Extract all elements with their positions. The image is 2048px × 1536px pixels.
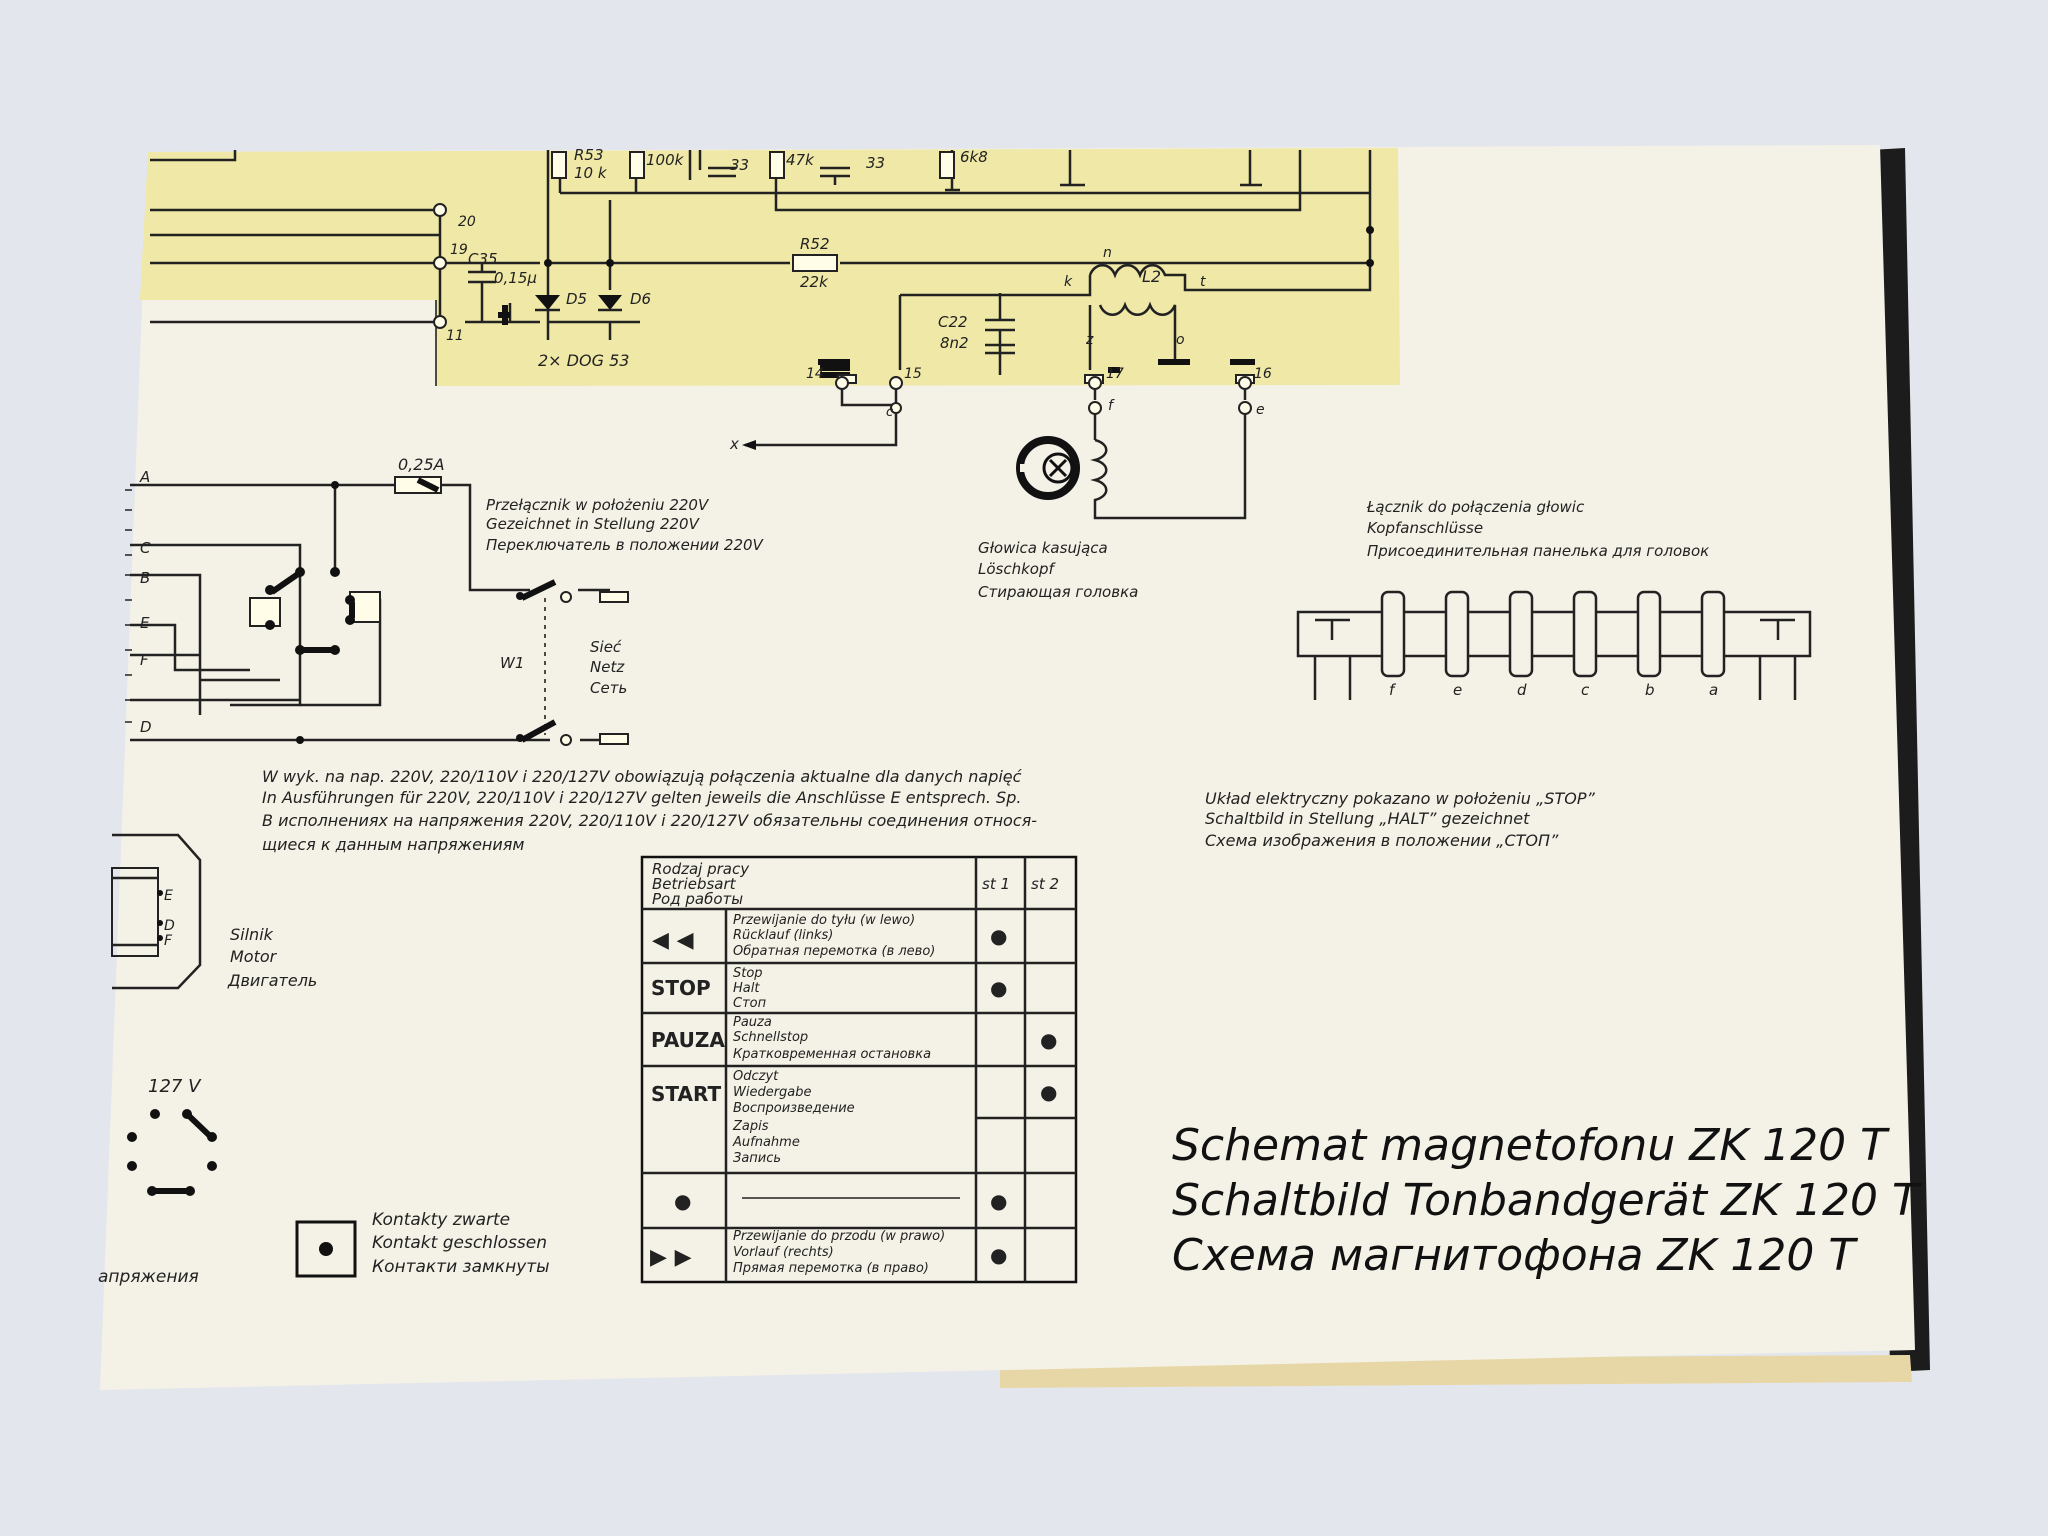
table-header-de: Betriebsart [652, 875, 736, 893]
label-diodes: 2× DOG 53 [538, 351, 630, 370]
row-start-pl: Odczyt [733, 1069, 779, 1084]
erase-head-ru: Стирающая головка [978, 583, 1139, 601]
label-127v: 127 V [148, 1076, 201, 1097]
label-r100k: 100k [646, 151, 684, 169]
row-forward-symbol: ▶ ▶ [650, 1245, 692, 1270]
title-de: Schaltbild Tonbandgerät ZK 120 T [1172, 1175, 1919, 1226]
head-pin-e: e [1256, 402, 1265, 418]
label-c33a: 33 [730, 156, 750, 174]
row-stop-st1: ● [990, 976, 1008, 1000]
motor-pin-d: D [164, 918, 175, 934]
head-pin-f: f [1108, 398, 1113, 414]
pin-14: 14 [806, 366, 824, 382]
motor-pin-f: F [164, 933, 173, 949]
title-pl: Schemat magnetofonu ZK 120 T [1172, 1120, 1888, 1171]
pin-11: 11 [446, 328, 464, 344]
connector-e: e [1453, 681, 1463, 699]
label-d6: D6 [630, 290, 652, 308]
label-r6k8: 6k8 [960, 148, 988, 166]
switch-note-de: Gezeichnet in Stellung 220V [486, 515, 699, 533]
label-r52-val: 22k [800, 273, 828, 291]
row-start-de: Wiedergabe [733, 1085, 812, 1100]
row-rewind-ru: Обратная перемотка (в лево) [733, 944, 936, 959]
row-pause-de: Schnellstop [733, 1030, 809, 1045]
label-c22: C22 [938, 313, 968, 331]
connector-a: a [1709, 681, 1719, 699]
motor-label-pl: Silnik [230, 925, 273, 944]
connector-title-pl: Łącznik do połączenia głowic [1367, 498, 1585, 516]
connector-d: d [1517, 681, 1527, 699]
row-stop-pl: Stop [733, 966, 763, 981]
voltage-note-ru-cont: щиеся к данным напряжениям [262, 835, 525, 854]
row-forward-pl: Przewijanie do przodu (w prawo) [733, 1229, 946, 1244]
row-rewind-pl: Przewijanie do tyłu (w lewo) [733, 913, 916, 928]
motor-label-ru: Двигатель [228, 971, 318, 990]
connector-f: f [1389, 681, 1395, 699]
pin-17: 17 [1106, 366, 1124, 382]
pin-15: 15 [904, 366, 922, 382]
connector-c: c [1581, 681, 1590, 699]
connector-b: b [1645, 681, 1655, 699]
table-header-ru: Род работы [652, 890, 744, 908]
row-dot-symbol: ● [674, 1189, 692, 1213]
row-start-ru: Воспроизведение [733, 1101, 855, 1116]
label-l2-n: n [1103, 245, 1112, 261]
voltage-note-ru: В исполнениях на напряжения 220V, 220/110V i 220/127V обязательны соединения относя- [262, 811, 1038, 830]
row-start-st2: ● [1040, 1080, 1058, 1104]
label-r52: R52 [800, 235, 830, 253]
line-e: E [140, 614, 150, 632]
title-ru: Схема магнитофона ZK 120 T [1172, 1230, 1856, 1281]
row-pause-pl: Pauza [733, 1015, 772, 1030]
row-rewind-de: Rücklauf (links) [733, 928, 834, 943]
label-l2-z: z [1086, 332, 1094, 348]
head-pin-c: c [886, 405, 894, 420]
connector-title-de: Kopfanschlüsse [1367, 519, 1484, 537]
stop-note-pl: Układ elektryczny pokazano w położeniu „STOP” [1205, 789, 1595, 808]
line-d: D [140, 718, 152, 736]
stop-note-ru: Схема изображения в положении „СТОП” [1205, 831, 1559, 850]
row-stop-ru: Стоп [733, 996, 767, 1011]
pin-19: 19 [450, 242, 468, 258]
label-l2-o: o [1176, 332, 1185, 348]
row-stop-de: Halt [733, 981, 760, 996]
legend-de: Kontakt geschlossen [372, 1233, 548, 1253]
label-l2: L2 [1142, 267, 1162, 286]
legend-pl: Kontakty zwarte [372, 1210, 511, 1230]
label-l2-t: t [1200, 274, 1206, 290]
mains-pl: Sieć [590, 638, 622, 656]
table-header-pl: Rodzaj pracy [652, 860, 750, 878]
row-forward-de: Vorlauf (rechts) [733, 1245, 834, 1260]
table-col-st1: st 1 [982, 875, 1011, 893]
label-c33b: 33 [866, 154, 886, 172]
line-b: B [140, 569, 151, 587]
mains-ru: Сеть [590, 679, 628, 697]
label-r53: R53 [574, 146, 604, 164]
row-stop-symbol: STOP [651, 976, 711, 1000]
motor-label-de: Motor [230, 947, 277, 966]
label-voltage-fragment: апряжения [98, 1267, 199, 1287]
table-col-st2: st 2 [1031, 875, 1060, 893]
label-c35-val: 0,15μ [494, 269, 537, 287]
row-pause-symbol: PAUZA [651, 1028, 725, 1052]
label-c22-val: 8n2 [940, 334, 969, 352]
stop-note-de: Schaltbild in Stellung „HALT” gezeichnet [1205, 809, 1530, 828]
label-d5: D5 [566, 290, 588, 308]
erase-head-de: Löschkopf [978, 560, 1054, 578]
voltage-note-pl: W wyk. na nap. 220V, 220/110V i 220/127V obowiązują połączenia aktualne dla danych napięć [262, 767, 1022, 786]
label-r53-val: 10 k [574, 164, 607, 182]
motor-pin-e: E [164, 888, 173, 904]
row-pause-st2: ● [1040, 1028, 1058, 1052]
label-l2-k: k [1064, 274, 1073, 290]
row-rewind-symbol: ◀ ◀ [652, 928, 694, 953]
x-label: x [730, 435, 739, 453]
row-start-symbol: START [651, 1082, 722, 1106]
row-record-de: Aufnahme [733, 1135, 800, 1150]
erase-head-pl: Głowica kasująca [978, 539, 1108, 557]
title-block [1172, 1120, 1922, 1281]
mains-de: Netz [590, 658, 625, 676]
line-a: A [140, 468, 151, 486]
label-c35: C35 [468, 250, 498, 268]
row-forward-st1: ● [990, 1243, 1008, 1267]
pin-20: 20 [458, 214, 476, 230]
switch-note-ru: Переключатель в положении 220V [486, 536, 763, 554]
legend-ru: Контакти замкнуты [372, 1257, 550, 1277]
row-record-pl: Zapis [733, 1119, 769, 1134]
row-rewind-st1: ● [990, 924, 1008, 948]
switch-note-pl: Przełącznik w położeniu 220V [486, 496, 709, 514]
line-f: F [140, 651, 149, 669]
fuse-label: 0,25A [398, 455, 445, 474]
line-c: C [140, 539, 151, 557]
row-forward-ru: Прямая перемотка (в право) [733, 1261, 929, 1276]
row-pause-ru: Кратковременная остановка [733, 1047, 932, 1062]
w1-label: W1 [500, 654, 525, 672]
row-dot-st1: ● [990, 1189, 1008, 1213]
row-record-ru: Запись [733, 1151, 782, 1166]
voltage-note-de: In Ausführungen für 220V, 220/110V i 220/127V gelten jeweils die Anschlüsse E entsprech. Sp. [262, 788, 1022, 807]
label-r47k: 47k [786, 151, 814, 169]
connector-title-ru: Присоединительная панелька для головок [1367, 542, 1710, 560]
pin-16: 16 [1254, 366, 1272, 382]
